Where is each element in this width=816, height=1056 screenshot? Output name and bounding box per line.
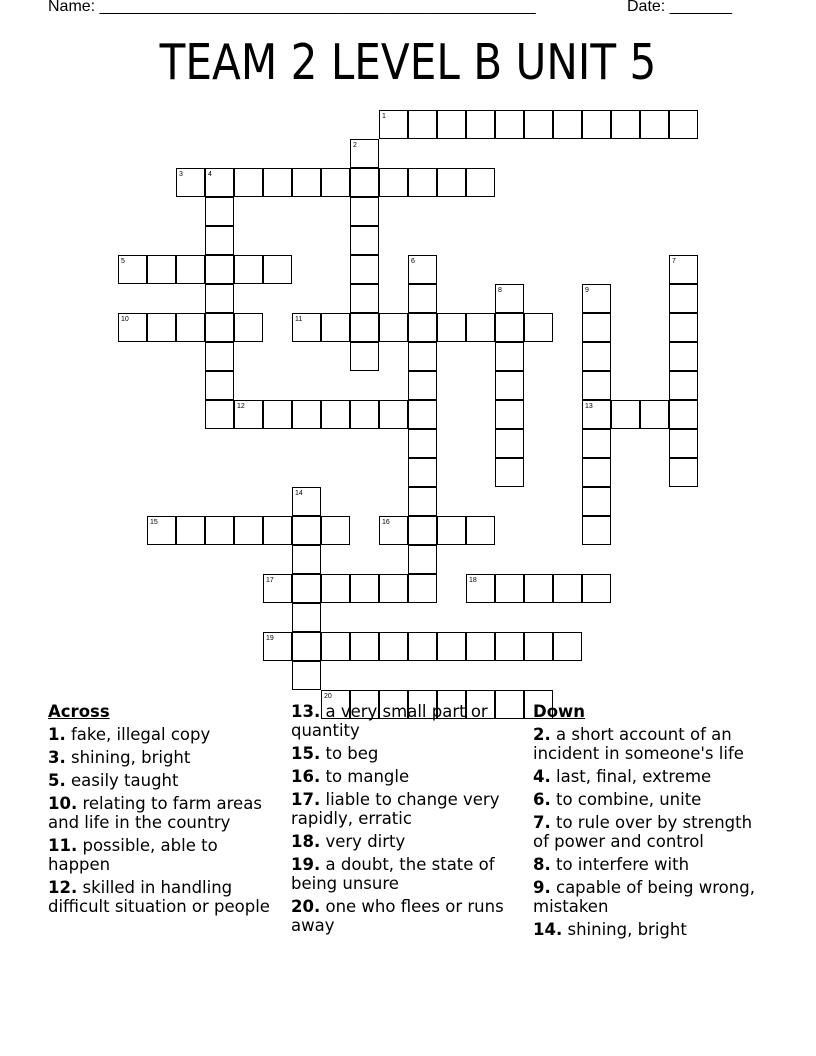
grid-cell[interactable] (379, 110, 408, 139)
grid-cell[interactable] (350, 226, 379, 255)
grid-cell[interactable] (350, 313, 379, 342)
grid-cell[interactable] (582, 574, 611, 603)
grid-cell[interactable] (234, 400, 263, 429)
grid-cell[interactable] (582, 371, 611, 400)
grid-cell[interactable] (466, 632, 495, 661)
grid-cell[interactable] (234, 255, 263, 284)
grid-cell[interactable] (292, 516, 321, 545)
grid-cell[interactable] (582, 313, 611, 342)
clue-down-2: 2. a short account of an incident in someone's life (533, 725, 744, 763)
across-heading: Across (48, 702, 110, 721)
clue-across-3: 3. shining, bright (48, 748, 191, 767)
clue-down-14: 14. shining, bright (533, 920, 687, 939)
grid-cell[interactable] (350, 284, 379, 313)
grid-cell[interactable] (495, 284, 524, 313)
grid-cell[interactable] (495, 110, 524, 139)
grid-cell[interactable] (669, 371, 698, 400)
grid-cell[interactable] (553, 632, 582, 661)
grid-cell[interactable] (350, 632, 379, 661)
grid-cell[interactable] (408, 255, 437, 284)
grid-cell[interactable] (176, 168, 205, 197)
grid-cell[interactable] (495, 458, 524, 487)
grid-cell[interactable] (350, 342, 379, 371)
grid-cell[interactable] (263, 574, 292, 603)
grid-cell[interactable] (669, 284, 698, 313)
grid-cell[interactable] (350, 574, 379, 603)
cell-number: 12 (237, 403, 245, 410)
grid-cell[interactable] (263, 168, 292, 197)
clue-down-8: 8. to interfere with (533, 855, 690, 874)
grid-cell[interactable] (118, 255, 147, 284)
grid-cell[interactable] (495, 371, 524, 400)
grid-cell[interactable] (582, 516, 611, 545)
grid-cell[interactable] (408, 545, 437, 574)
grid-cell[interactable] (321, 400, 350, 429)
grid-cell[interactable] (408, 400, 437, 429)
grid-cell[interactable] (408, 342, 437, 371)
grid-cell[interactable] (466, 516, 495, 545)
grid-cell[interactable] (495, 632, 524, 661)
grid-cell[interactable] (408, 458, 437, 487)
name-field-label: Name: _________________________________________________ (48, 0, 536, 15)
grid-cell[interactable] (379, 632, 408, 661)
cell-number: 5 (121, 258, 125, 265)
grid-cell[interactable] (437, 110, 466, 139)
cell-number: 18 (469, 577, 477, 584)
grid-cell[interactable] (669, 255, 698, 284)
grid-cell[interactable] (408, 429, 437, 458)
cell-number: 19 (266, 635, 274, 642)
grid-cell[interactable] (321, 632, 350, 661)
grid-cell[interactable] (582, 342, 611, 371)
clue-across-5: 5. easily taught (48, 771, 179, 790)
grid-cell[interactable] (292, 603, 321, 632)
grid-cell[interactable] (205, 342, 234, 371)
cell-number: 10 (121, 316, 129, 323)
grid-cell[interactable] (147, 516, 176, 545)
grid-cell[interactable] (466, 110, 495, 139)
grid-cell[interactable] (553, 574, 582, 603)
grid-cell[interactable] (495, 429, 524, 458)
cell-number: 15 (150, 519, 158, 526)
grid-cell[interactable] (669, 429, 698, 458)
grid-cell[interactable] (582, 284, 611, 313)
grid-cell[interactable] (379, 168, 408, 197)
grid-cell[interactable] (611, 400, 640, 429)
cell-number: 4 (208, 171, 212, 178)
clue-across-18: 18. very dirty (291, 832, 406, 851)
cell-number: 8 (498, 287, 502, 294)
cell-number: 2 (353, 142, 357, 149)
grid-cell[interactable] (205, 255, 234, 284)
date-field-label: Date: _______ (627, 0, 732, 15)
grid-cell[interactable] (495, 342, 524, 371)
cell-number: 16 (382, 519, 390, 526)
grid-cell[interactable] (379, 313, 408, 342)
clue-across-17: 17. liable to change very rapidly, erratic (291, 790, 500, 828)
grid-cell[interactable] (379, 516, 408, 545)
grid-cell[interactable] (408, 110, 437, 139)
grid-cell[interactable] (205, 371, 234, 400)
grid-cell[interactable] (263, 400, 292, 429)
grid-cell[interactable] (292, 168, 321, 197)
grid-cell[interactable] (553, 110, 582, 139)
grid-cell[interactable] (205, 313, 234, 342)
down-heading: Down (533, 702, 586, 721)
grid-cell[interactable] (669, 400, 698, 429)
grid-cell[interactable] (292, 545, 321, 574)
grid-cell[interactable] (582, 400, 611, 429)
grid-cell[interactable] (495, 574, 524, 603)
grid-cell[interactable] (292, 487, 321, 516)
grid-cell[interactable] (408, 487, 437, 516)
clue-across-15: 15. to beg (291, 744, 379, 763)
grid-cell[interactable] (640, 110, 669, 139)
grid-cell[interactable] (495, 400, 524, 429)
grid-cell[interactable] (437, 632, 466, 661)
grid-cell[interactable] (466, 168, 495, 197)
cell-number: 1 (382, 113, 386, 120)
grid-cell[interactable] (669, 313, 698, 342)
grid-cell[interactable] (350, 197, 379, 226)
cell-number: 20 (324, 693, 332, 700)
grid-cell[interactable] (524, 313, 553, 342)
grid-cell[interactable] (466, 574, 495, 603)
page-title: TEAM 2 LEVEL B UNIT 5 (159, 34, 657, 91)
grid-cell[interactable] (582, 110, 611, 139)
grid-cell[interactable] (466, 313, 495, 342)
cell-number: 6 (411, 258, 415, 265)
across-clues-column (48, 702, 280, 920)
grid-cell[interactable] (379, 574, 408, 603)
grid-cell[interactable] (669, 458, 698, 487)
grid-cell[interactable] (176, 255, 205, 284)
grid-cell[interactable] (408, 313, 437, 342)
grid-cell[interactable] (437, 168, 466, 197)
grid-cell[interactable] (292, 661, 321, 690)
grid-cell[interactable] (263, 516, 292, 545)
grid-cell[interactable] (292, 313, 321, 342)
grid-cell[interactable] (292, 632, 321, 661)
grid-cell[interactable] (147, 313, 176, 342)
grid-cell[interactable] (205, 168, 234, 197)
clue-across-20: 20. one who flees or runs away (291, 897, 504, 935)
grid-cell[interactable] (408, 574, 437, 603)
grid-cell[interactable] (350, 255, 379, 284)
grid-cell[interactable] (263, 632, 292, 661)
grid-cell[interactable] (176, 313, 205, 342)
clue-across-1: 1. fake, illegal copy (48, 725, 211, 744)
grid-cell[interactable] (408, 371, 437, 400)
grid-cell[interactable] (640, 400, 669, 429)
cell-number: 9 (585, 287, 589, 294)
grid-cell[interactable] (205, 516, 234, 545)
grid-cell[interactable] (582, 429, 611, 458)
grid-cell[interactable] (408, 168, 437, 197)
grid-cell[interactable] (611, 110, 640, 139)
grid-cell[interactable] (408, 516, 437, 545)
clue-across-10: 10. relating to farm areas and life in the country (48, 794, 262, 832)
grid-cell[interactable] (408, 632, 437, 661)
grid-cell[interactable] (350, 400, 379, 429)
grid-cell[interactable] (234, 313, 263, 342)
clue-across-16: 16. to mangle (291, 767, 410, 786)
grid-cell[interactable] (205, 226, 234, 255)
cell-number: 13 (585, 403, 593, 410)
across-clues-column-continued (291, 702, 523, 939)
grid-cell[interactable] (292, 574, 321, 603)
cell-number: 7 (672, 258, 676, 265)
grid-cell[interactable] (205, 197, 234, 226)
grid-cell[interactable] (582, 458, 611, 487)
cell-number: 17 (266, 577, 274, 584)
grid-cell[interactable] (669, 342, 698, 371)
cell-number: 3 (179, 171, 183, 178)
clue-across-19: 19. a doubt, the state of being unsure (291, 855, 495, 893)
grid-cell[interactable] (495, 313, 524, 342)
clue-across-12: 12. skilled in handling difficult situation or people (48, 878, 270, 916)
grid-cell[interactable] (524, 574, 553, 603)
grid-cell[interactable] (524, 632, 553, 661)
grid-cell[interactable] (350, 139, 379, 168)
grid-cell[interactable] (321, 168, 350, 197)
grid-cell[interactable] (437, 516, 466, 545)
down-clues-column (533, 702, 763, 943)
grid-cell[interactable] (234, 516, 263, 545)
grid-cell[interactable] (437, 313, 466, 342)
grid-cell[interactable] (234, 168, 263, 197)
grid-cell[interactable] (147, 255, 176, 284)
grid-cell[interactable] (176, 516, 205, 545)
grid-cell[interactable] (524, 110, 553, 139)
grid-cell[interactable] (582, 487, 611, 516)
grid-cell[interactable] (408, 284, 437, 313)
grid-cell[interactable] (321, 574, 350, 603)
grid-cell[interactable] (292, 400, 321, 429)
clue-down-7: 7. to rule over by strength of power and control (533, 813, 753, 851)
clue-down-4: 4. last, final, extreme (533, 767, 712, 786)
clue-across-11: 11. possible, able to happen (48, 836, 218, 874)
grid-cell[interactable] (321, 313, 350, 342)
clue-down-9: 9. capable of being wrong, mistaken (533, 878, 755, 916)
clue-down-6: 6. to combine, unite (533, 790, 702, 809)
grid-cell[interactable] (205, 284, 234, 313)
clue-across-13: 13. a very small part or quantity (291, 702, 488, 740)
cell-number: 11 (295, 316, 303, 323)
grid-cell[interactable] (350, 168, 379, 197)
grid-cell[interactable] (263, 255, 292, 284)
grid-cell[interactable] (118, 313, 147, 342)
grid-cell[interactable] (669, 110, 698, 139)
cell-number: 14 (295, 490, 303, 497)
grid-cell[interactable] (379, 400, 408, 429)
grid-cell[interactable] (205, 400, 234, 429)
grid-cell[interactable] (321, 516, 350, 545)
